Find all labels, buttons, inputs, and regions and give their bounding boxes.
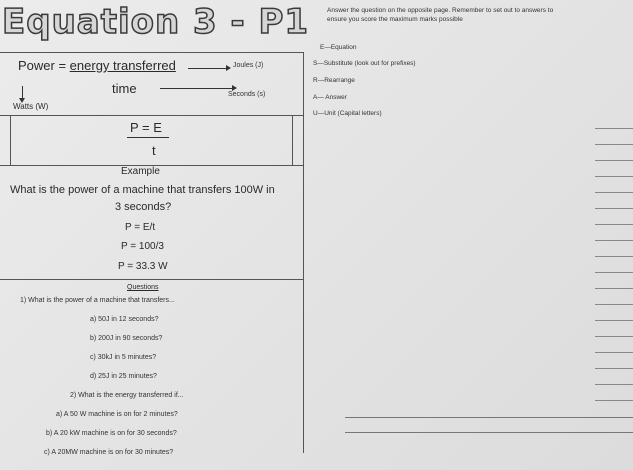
seconds-label: Seconds (s): [228, 91, 266, 98]
power-label: Power =: [18, 58, 70, 73]
example-question-line1: What is the power of a machine that transfers 100W in: [10, 184, 275, 196]
instructions-line2: ensure you score the maximum marks possible: [327, 16, 463, 23]
energy-arrow: [188, 68, 226, 69]
question-1c: c) 30kJ in 5 minutes?: [90, 354, 157, 361]
question-1d: d) 25J in 25 minutes?: [90, 373, 157, 380]
margin-line: [595, 288, 633, 289]
page-title: Equation 3 - P1: [2, 2, 310, 42]
joules-label: Joules (J): [233, 62, 264, 69]
divider-example: [0, 279, 303, 280]
question-2b: b) A 20 kW machine is on for 30 seconds?: [46, 430, 177, 437]
instructions-line1: Answer the question on the opposite page. Remember to set out to answers to: [327, 7, 554, 14]
margin-line: [595, 352, 633, 353]
watts-label: Watts (W): [13, 102, 49, 111]
question-1a: a) 50J in 12 seconds?: [90, 316, 159, 323]
example-heading: Example: [121, 166, 160, 177]
margin-line: [595, 400, 633, 401]
question-1b: b) 200J in 90 seconds?: [90, 335, 163, 342]
legend-substitute: S—Substitute (look out for prefixes): [313, 60, 416, 67]
legend-rearrange: R—Rearrange: [313, 77, 355, 84]
formula-numerator: P = E: [130, 120, 162, 135]
margin-line: [595, 304, 633, 305]
margin-line: [595, 208, 633, 209]
divider-equation: [0, 115, 303, 116]
margin-line: [595, 128, 633, 129]
formula-box-left: [10, 115, 11, 165]
margin-line: [595, 176, 633, 177]
question-2: 2) What is the energy transferred if...: [70, 392, 184, 399]
example-step-substitute: P = 100/3: [121, 241, 164, 252]
example-step-equation: P = E/t: [125, 222, 156, 233]
answer-line: [345, 432, 633, 433]
margin-line: [595, 336, 633, 337]
time-arrow: [160, 88, 232, 89]
formula-box-right: [292, 115, 293, 165]
time-label: time: [112, 81, 137, 96]
fraction-bar: [127, 137, 169, 138]
margin-line: [595, 224, 633, 225]
legend-equation: E—Equation: [320, 44, 357, 51]
questions-heading: Questions: [127, 284, 159, 291]
answer-line: [345, 417, 633, 418]
margin-line: [595, 240, 633, 241]
question-1: 1) What is the power of a machine that transfers...: [20, 297, 175, 304]
margin-line: [595, 256, 633, 257]
margin-line: [595, 368, 633, 369]
margin-line: [595, 272, 633, 273]
example-question-line2: 3 seconds?: [115, 201, 172, 213]
question-2c: c) A 20MW machine is on for 30 minutes?: [44, 449, 174, 456]
example-step-answer: P = 33.3 W: [118, 261, 168, 272]
margin-line: [595, 320, 633, 321]
margin-line: [595, 160, 633, 161]
energy-label: energy transferred: [69, 58, 176, 73]
margin-line: [595, 384, 633, 385]
formula-denominator: t: [152, 143, 156, 158]
margin-line: [595, 192, 633, 193]
legend-unit: U—Unit (Capital letters): [313, 110, 382, 117]
instructions: [327, 6, 553, 24]
energy-arrow-head: [226, 65, 231, 71]
word-equation: [18, 58, 176, 73]
question-2a: a) A 50 W machine is on for 2 minutes?: [56, 411, 178, 418]
margin-line: [595, 144, 633, 145]
legend-answer: A— Answer: [313, 94, 347, 101]
